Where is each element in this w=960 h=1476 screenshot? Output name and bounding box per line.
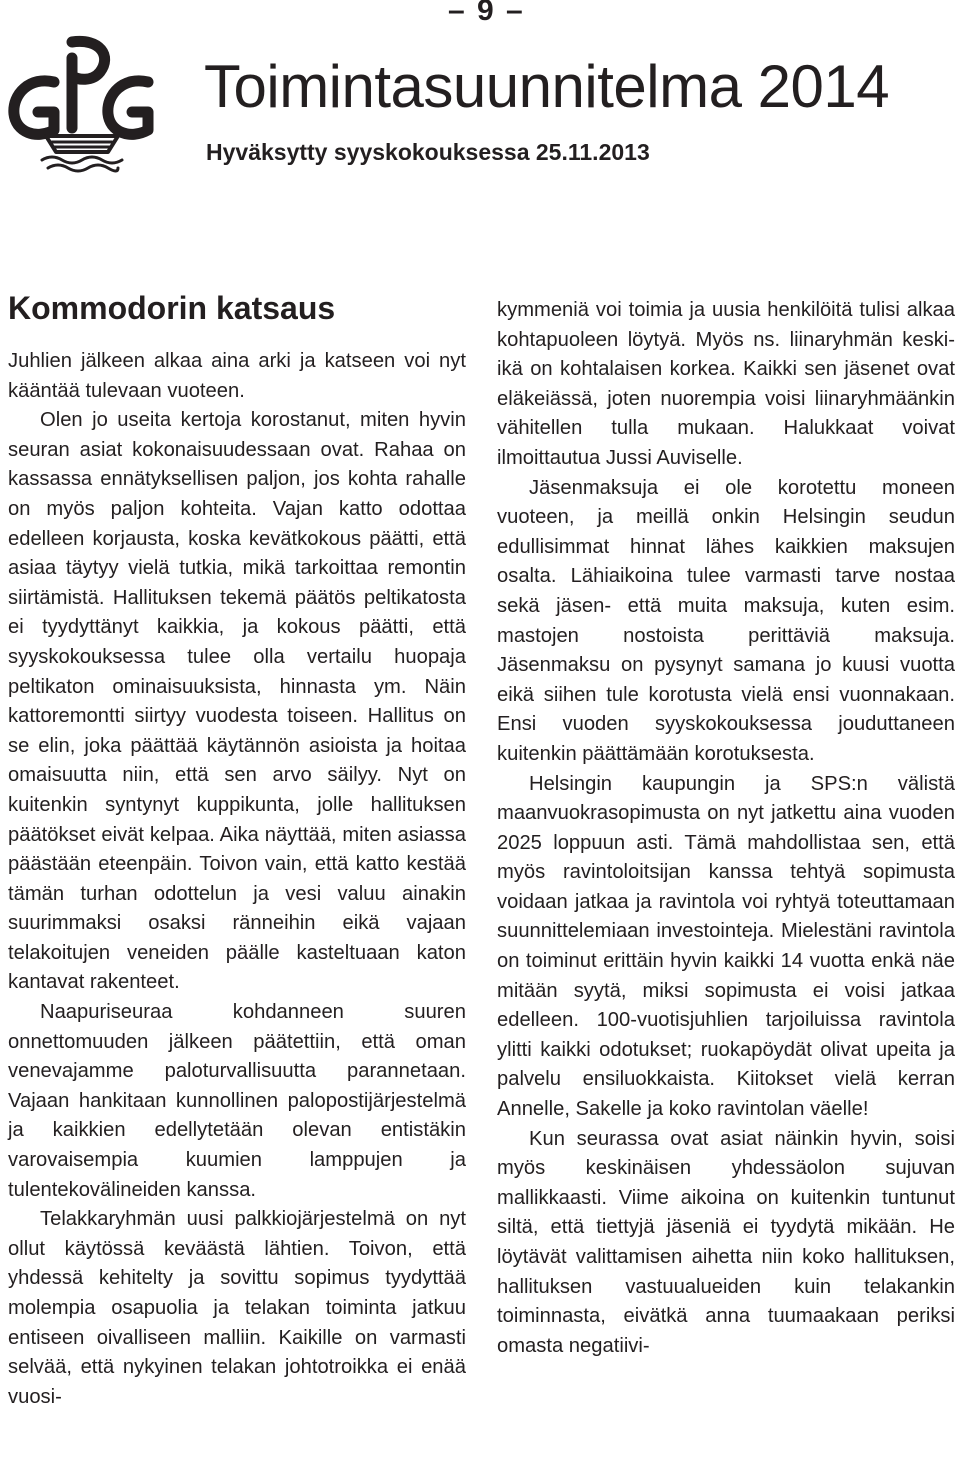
club-emblem-icon [8, 28, 156, 178]
document-subtitle: Hyväksytty syyskokouksessa 25.11.2013 [206, 139, 650, 165]
page-number: – 9 – [448, 0, 525, 27]
document-title: Toimintasuunnitelma 2014 [204, 53, 890, 120]
section-heading: Kommodorin katsaus [8, 290, 336, 326]
paragraph: Jäsenmaksuja ei ole korotettu moneen vuoteen, ja meillä onkin Helsingin seudun edullisimmat hinnat lähes kaikkien maksujen osalta. Lähiaikoina tulee varmasti tarve nostaa sekä jäsen- että muita maksuja, kuten esim. mastojen nostoista perittäviä maksuja. Jäsenmaksu on pysynyt samana jo kuusi vuotta eikä siihen tule korotusta vielä ensi vuonnakaan. Ensi vuoden syyskokouksessa jouduttaneen kuitenkin päättämään korotuksesta. [497, 476, 955, 765]
paragraph: Juhlien jälkeen alkaa aina arki ja katseen voi nyt kääntää tulevaan vuoteen. [8, 350, 466, 402]
paragraph: Kun seurassa ovat asiat näinkin hyvin, soisi myös keskinäisen yhdessäolon sujuvan mallikkaasti. Viime aikoina on kuitenkin tuntunut siltä, että tiettyjä jäseniä ei tyydytä mikään. He löytävät valittamisen aihetta niin koko hallituksen, hallituksen vastuualueiden kuin telakankin toiminnasta, eivätkä anna tuumaakaan periksi omasta negatiivi- [497, 1127, 955, 1357]
article-left-column [8, 347, 466, 1412]
paragraph: kymmeniä voi toimia ja uusia henkilöitä tulisi alkaa kohtapuoleen löytyä. Myös ns. liinaryhmän keski-ikä on kohtalaisen korkea. Kaikki sen jäsenet ovat eläkeiässä, joten nuorempia voisi liinaryhmäänkin vähitellen tulla mukaan. Halukkaat voivat ilmoittautua Jussi Auviselle. [497, 299, 955, 469]
paragraph: Naapuriseuraa kohdanneen suuren onnettomuuden jälkeen päätettiin, että oman venevajamme paloturvallisuutta parannetaan. Vajaan hankitaan kunnollinen palopostijärjestelmä ja kaikkien edellytetään olevan entistäkin varovaisempia kuumien lamppujen ja tulentekovälineiden kanssa. [8, 1001, 466, 1201]
article-right-column [497, 296, 955, 1361]
paragraph: Helsingin kaupungin ja SPS:n välistä maanvuokrasopimusta on nyt jatkettu aina vuoden 2025 loppuun asti. Tämä mahdollistaa sen, että myös ravintoloitsijan kanssa tehtyä sopimusta voidaan jatkaa ja ravintola voi ryhtyä toteuttamaan suunnittelemiaan investointeja. Mielestäni ravintola on toiminut erittäin hyvin kaikki 14 vuotta enkä näe mitään syytä, miksi sopimusta ei voisi jatkaa edelleen. 100-vuotisjuhlien tarjoiluissa ravintola ylitti kaikki odotukset; ruokapöydät olivat upeita ja palvelu ensiluokkaista. Kiitokset vielä kerran Annelle, Sakelle ja koko ravintolan väelle! [497, 772, 955, 1121]
paragraph: Olen jo useita kertoja korostanut, miten hyvin seuran asiat kokonaisuudessaan ovat. Rahaa on kassassa ennätyksellisen paljon, jos kohta rahalle on myös paljon kohteita. Vajan katto odottaa edelleen korjausta, koska kevätkokous päätti, että asiaa täytyy vielä tutkia, mikä tarkoittaa remontin siirtämistä. Hallituksen tekemä päätös peltikatosta ei tyydyttänyt kaikkia, ja kokous päätti, että syyskokouksessa tulee olla vertailu huopaja peltikaton ominaisuuksista, hinnasta ym. Näin kattoremontti siirtyy vuodesta toiseen. Hallitus on se elin, joka päättää käytännön asioista ja hoitaa omaisuutta niin, että sen arvo säilyy. Nyt on kuitenkin syntynyt kuppikunta, jolle hallituksen päätökset eivät kelpaa. Aika näyttää, miten asiassa päästään eteenpäin. Toivon vain, että katto kestää tämän turhan odottelun ja vesi valuu ainakin suurimmaksi osaksi ränneihin eikä vajaan telakoitujen veneiden päälle kasteltuaan katon kantavat rakenteet. [8, 409, 466, 994]
paragraph: Telakkaryhmän uusi palkkiojärjestelmä on nyt ollut käytössä keväästä lähtien. Toivon, että yhdessä kehitelty ja sovittu sopimus tyydyttää molempia osapuolia ja telakan toiminta jatkuu entiseen oivalliseen malliin. Kaikille on varmasti selvää, että nykyinen telakan johtotroikka ei enää vuosi- [8, 1208, 466, 1408]
